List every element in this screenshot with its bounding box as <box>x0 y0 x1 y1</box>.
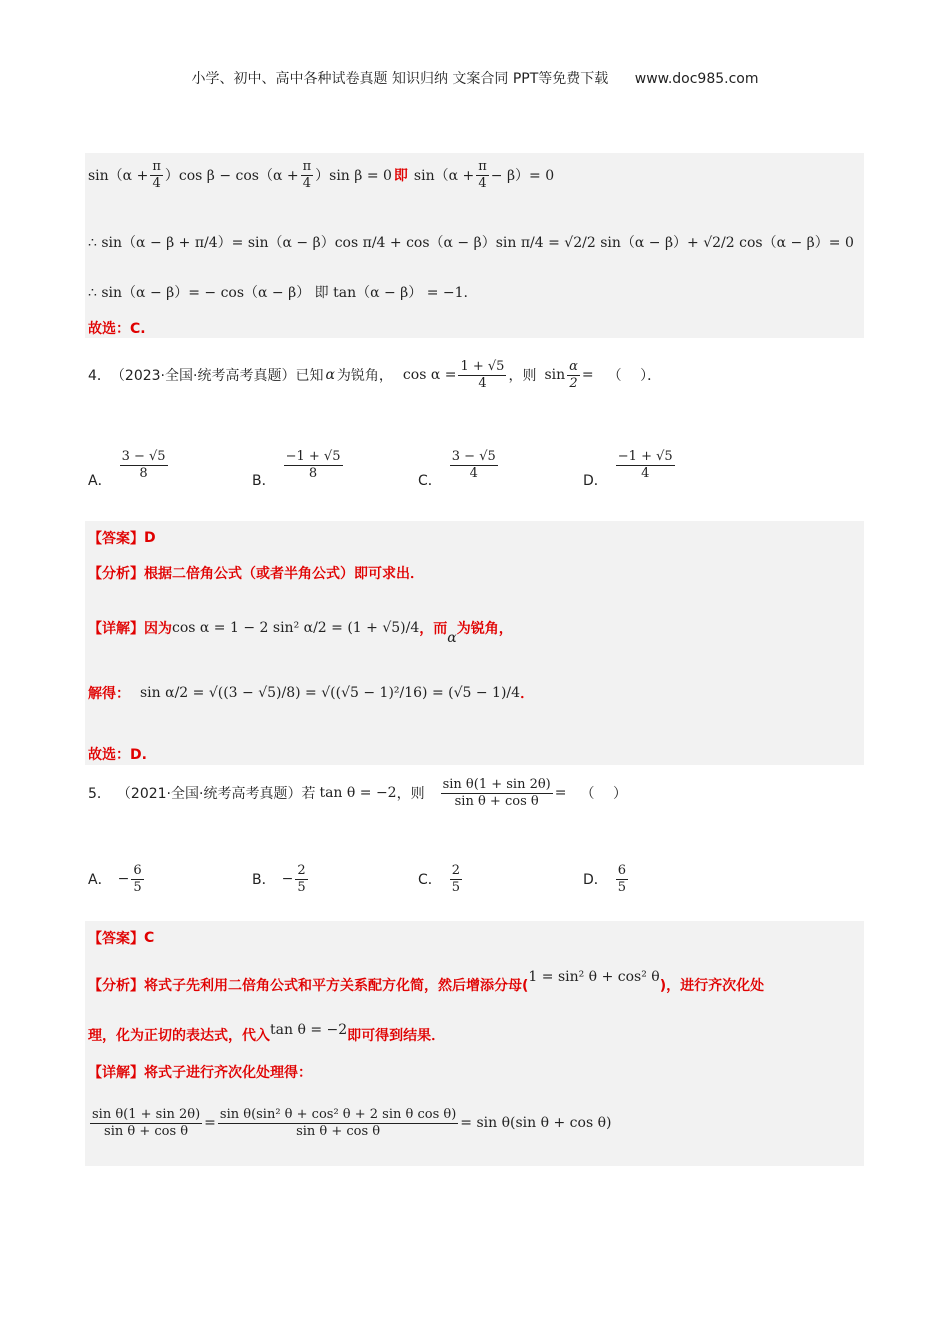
denominator: 5 <box>133 879 142 895</box>
option-sign: − <box>281 871 294 888</box>
q5-analysis-line-1 <box>88 969 765 995</box>
numerator: 6 <box>617 863 627 878</box>
q4-option-d[interactable] <box>583 440 677 490</box>
option-label: A． <box>88 473 112 489</box>
analysis-expr: tan θ = −2 <box>270 1022 348 1038</box>
detail-text: 因为 <box>144 621 172 637</box>
q3-line-2: ∴ sin（α − β + π/4）= sin（α − β）cos π/4 + cos（α − β）sin π/4 = √2/2 sin（α − β）+ √2/2 cos（α − β）= 0 <box>88 235 854 251</box>
detail-tag: 【详解】 <box>88 621 144 637</box>
denominator: sin θ + cos θ <box>104 1123 189 1139</box>
q4-option-a[interactable] <box>88 440 170 490</box>
option-label: B． <box>252 872 276 889</box>
option-fraction <box>616 450 675 480</box>
numerator: α <box>569 359 578 374</box>
q3-answer: 故选：C. <box>88 321 146 337</box>
option-fraction <box>131 864 143 894</box>
answer-tag: 【答案】 <box>88 931 144 947</box>
analysis-text: 根据二倍角公式（或者半角公式）即可求出． <box>144 566 424 582</box>
denominator: 4 <box>641 465 650 481</box>
q5-number: 5． <box>88 786 111 803</box>
choose-text: 故选：D. <box>88 747 147 763</box>
denominator: 5 <box>297 879 306 895</box>
detail-text: 将式子进行齐次化处理得： <box>144 1065 312 1081</box>
fraction <box>218 1108 458 1138</box>
option-label: C． <box>418 473 442 489</box>
option-label: D． <box>583 473 608 489</box>
detail-tag: 【详解】 <box>88 1065 144 1081</box>
expr-part: sin（α + <box>413 168 475 185</box>
detail-expr: cos α = 1 − 2 sin² α/2 = (1 + √5)/4 <box>172 620 420 636</box>
numerator: −1 + √5 <box>617 448 673 464</box>
page-header <box>0 68 950 88</box>
q5-stem <box>88 778 627 808</box>
q5-option-c[interactable] <box>418 864 464 894</box>
expr-part: ）cos β − cos（α + <box>164 168 299 185</box>
fraction <box>476 160 489 190</box>
connector-ji: 即 <box>393 168 408 185</box>
q5-option-b[interactable] <box>252 864 310 894</box>
q4-option-c[interactable] <box>418 440 500 490</box>
q5-option-a[interactable] <box>88 864 146 894</box>
numerator: sin θ(1 + sin 2θ) <box>442 777 551 792</box>
fraction <box>301 160 314 190</box>
q5-fraction <box>441 778 553 808</box>
denominator: 2 <box>569 375 578 391</box>
numerator: 2 <box>451 863 461 878</box>
denominator: 4 <box>478 375 487 391</box>
option-label: B． <box>252 473 276 489</box>
alpha-symbol: α <box>447 630 457 646</box>
equals: = <box>581 367 594 384</box>
answer-value: C <box>144 930 155 946</box>
q3-line-3: ∴ sin（α − β）= − cos（α − β） 即 tan（α − β） = −1. <box>88 285 468 301</box>
analysis-tag: 【分析】 <box>88 566 144 582</box>
equals: = <box>204 1115 216 1132</box>
option-fraction <box>120 450 168 480</box>
denominator: sin θ + cos θ <box>296 1123 381 1139</box>
numerator: 1 + √5 <box>460 359 505 374</box>
q4-tail: （ ）． <box>607 368 662 385</box>
denominator: 4 <box>302 175 311 191</box>
numerator: π <box>152 159 161 174</box>
q5-answer-line <box>88 928 154 948</box>
option-label: A． <box>88 872 112 889</box>
numerator: −1 + √5 <box>285 448 341 464</box>
analysis-text: 理，化为正切的表达式，代入 <box>88 1028 270 1044</box>
option-fraction <box>450 864 462 894</box>
denominator: 5 <box>451 879 461 895</box>
fraction <box>150 160 163 190</box>
equals: = <box>554 785 567 802</box>
answer-tag: 【答案】 <box>88 531 144 547</box>
option-sign: − <box>117 871 130 888</box>
q4-number: 4． <box>88 368 111 385</box>
denominator: 8 <box>308 465 318 481</box>
q4-source: （2023·全国·统考高考真题）已知 <box>110 368 324 385</box>
analysis-tag: 【分析】 <box>88 978 144 994</box>
analysis-expr: 1 = sin² θ + cos² θ <box>528 969 660 985</box>
option-fraction <box>284 450 343 480</box>
q4-solve-line <box>88 683 534 703</box>
q5-option-d[interactable] <box>583 864 630 894</box>
q5-analysis-line-2 <box>88 1022 446 1045</box>
q4-text: ，则 <box>508 368 537 385</box>
denominator: 5 <box>617 879 627 895</box>
detail-text: ，而 <box>419 621 448 637</box>
q4-sin-expr: sin <box>544 367 566 384</box>
q5-tail: （ ） <box>580 786 627 803</box>
denominator: 8 <box>139 465 148 481</box>
q4-cos-expr: cos α = <box>402 367 457 384</box>
q5-condition: tan θ = −2 <box>319 785 397 802</box>
numerator: 2 <box>297 863 306 878</box>
solve-end: ． <box>520 686 535 702</box>
numerator: 3 − √5 <box>121 448 166 464</box>
q4-text: 为锐角， <box>336 368 393 385</box>
expr-part: − β）= 0 <box>490 168 555 185</box>
q4-stem <box>88 360 661 390</box>
q5-text: ，则 <box>396 786 425 803</box>
numerator: π <box>478 159 487 174</box>
q5-detail-line <box>88 1062 312 1082</box>
q5-final-expr <box>88 1108 611 1138</box>
answer-value: D <box>144 530 156 546</box>
result: = sin θ(sin θ + cos θ) <box>460 1115 612 1132</box>
q4-analysis-line <box>88 563 424 583</box>
option-fraction <box>295 864 307 894</box>
solve-tag: 解得： <box>88 686 130 702</box>
analysis-text: 即可得到结果． <box>347 1028 446 1044</box>
denominator: sin θ + cos θ <box>454 793 539 809</box>
q4-answer-line <box>88 528 156 548</box>
analysis-text: 将式子先利用二倍角公式和平方关系配方化简，然后增添分母( <box>144 978 529 994</box>
option-label: C． <box>418 872 442 889</box>
q3-line-1 <box>88 160 554 190</box>
denominator: 4 <box>478 175 487 191</box>
numerator: sin θ(sin² θ + cos² θ + 2 sin θ cos θ) <box>219 1107 457 1122</box>
fraction <box>90 1108 202 1138</box>
numerator: 3 − √5 <box>451 448 496 464</box>
q4-cos-fraction <box>458 360 506 390</box>
option-fraction <box>450 450 498 480</box>
option-fraction <box>616 864 628 894</box>
solve-expr: sin α/2 = √((3 − √5)/8) = √((√5 − 1)²/16) = (√5 − 1)/4 <box>140 685 521 701</box>
q5-source: （2021·全国·统考高考真题）若 <box>116 786 316 803</box>
denominator: 4 <box>152 175 161 191</box>
detail-text: 为锐角， <box>456 621 513 637</box>
q4-sin-fraction <box>567 360 580 390</box>
alpha-symbol: α <box>325 367 335 384</box>
header-text: 小学、初中、高中各种试卷真题 知识归纳 文案合同 PPT等免费下载 <box>191 71 609 87</box>
denominator: 4 <box>469 465 478 481</box>
option-label: D． <box>583 872 608 889</box>
expr-part: ）sin β = 0 <box>315 168 392 185</box>
expr-part: sin（α + <box>88 168 149 185</box>
q4-detail-line <box>88 610 513 646</box>
q4-choose-line <box>88 744 147 764</box>
header-url[interactable]: www.doc985.com <box>634 71 759 87</box>
numerator: π <box>302 159 312 174</box>
numerator: sin θ(1 + sin 2θ) <box>92 1107 201 1122</box>
numerator: 6 <box>133 863 142 878</box>
q4-option-b[interactable] <box>252 440 345 490</box>
analysis-text: )，进行齐次化处 <box>659 978 765 994</box>
